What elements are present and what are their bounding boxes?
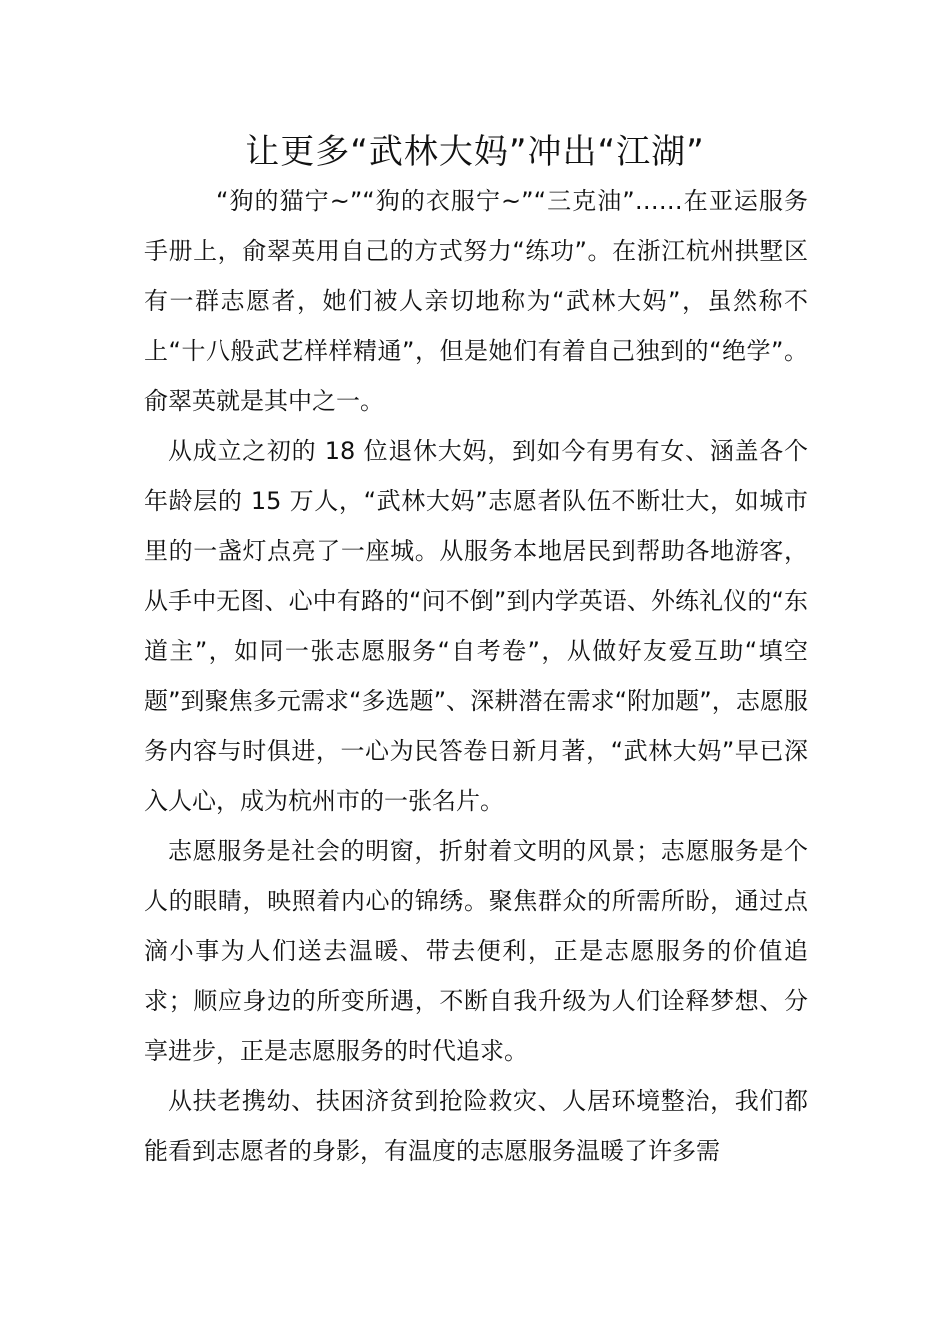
paragraph-3: 志愿服务是社会的明窗，折射着文明的风景；志愿服务是个人的眼睛，映照着内心的锦绣。聚焦群众的所需所盼，通过点滴小事为人们送去温暖、带去便利，正是志愿服务的价值追求；顺应身边的所变所遇，不断自我升级为人们诠释梦想、分享进步，正是志愿服务的时代追求。 — [144, 837, 808, 1065]
document-body — [144, 176, 808, 1176]
paragraph-1: “狗的猫宁~”“狗的衣服宁~”“三克油”……在亚运服务手册上，俞翠英用自己的方式努力“练功”。在浙江杭州拱墅区有一群志愿者，她们被人亲切地称为“武林大妈”，虽然称不上“十八般武艺样样精通”，但是她们有着自己独到的“绝学”。俞翠英就是其中之一。 — [144, 187, 808, 415]
paragraph-4: 从扶老携幼、扶困济贫到抢险救灾、人居环境整治，我们都能看到志愿者的身影，有温度的志愿服务温暖了许多需 — [144, 1087, 808, 1165]
document-title: 让更多“武林大妈”冲出“江湖” — [245, 132, 705, 172]
paragraph-2: 从成立之初的 18 位退休大妈，到如今有男有女、涵盖各个年龄层的 15 万人，“武林大妈”志愿者队伍不断壮大，如城市里的一盏灯点亮了一座城。从服务本地居民到帮助各地游客，从手中无图、心中有路的“问不倒”到内学英语、外练礼仪的“东道主”，如同一张志愿服务“自考卷”，从做好友爱互助“填空题”到聚焦多元需求“多选题”、深耕潜在需求“附加题”，志愿服务内容与时俱进，一心为民答卷日新月著，“武林大妈”早已深入人心，成为杭州市的一张名片。 — [144, 437, 808, 815]
